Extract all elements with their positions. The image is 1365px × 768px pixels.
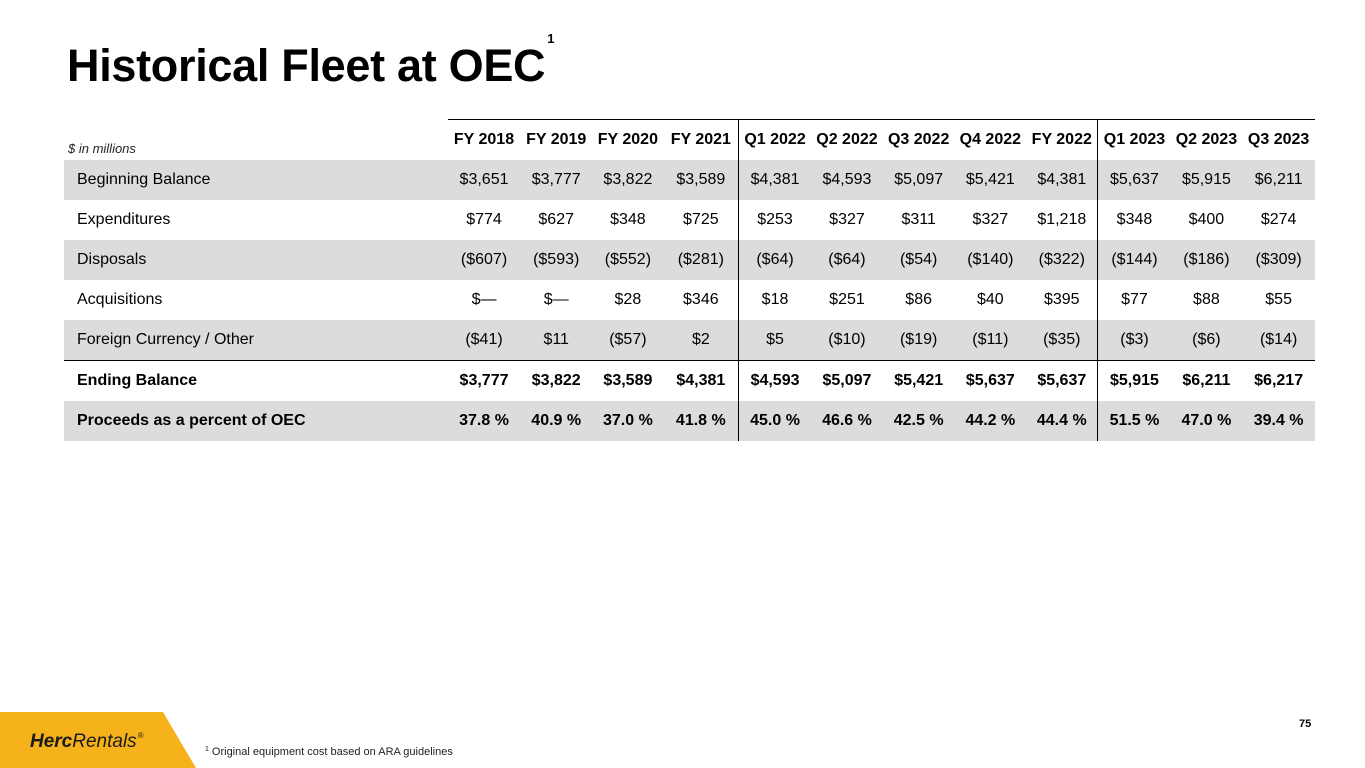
table-cell: 46.6 %: [811, 401, 883, 441]
table-cell: 51.5 %: [1098, 401, 1171, 441]
table-cell: $6,217: [1242, 361, 1315, 402]
table-row: [64, 240, 1315, 280]
column-header: Q3 2022: [883, 120, 955, 161]
table-cell: $3,589: [592, 361, 664, 402]
logo-text-herc: Herc: [30, 731, 73, 752]
table-cell: ($6): [1171, 320, 1243, 361]
table-cell: 37.0 %: [592, 401, 664, 441]
table-cell: $348: [1098, 200, 1171, 240]
table-cell: 47.0 %: [1171, 401, 1243, 441]
logo-registered-mark: ®: [137, 731, 144, 740]
table-cell: ($281): [664, 240, 739, 280]
table-cell: $327: [972, 211, 1009, 228]
table-cell: $28: [614, 291, 642, 308]
footnote: [205, 746, 453, 758]
table-cell: 41.8 %: [664, 401, 739, 441]
footnote-text: Original equipment cost based on ARA guidelines: [211, 746, 453, 758]
table-cell: $40: [976, 291, 1004, 308]
table-cell: ($35): [1026, 320, 1098, 361]
table-cell: $18: [738, 280, 811, 320]
table-cell: ($322): [1026, 240, 1098, 280]
table-cell: 39.4 %: [1242, 401, 1315, 441]
table-cell: 44.4 %: [1026, 401, 1098, 441]
table-cell: $4,381: [1026, 160, 1098, 200]
row-label: Disposals: [64, 240, 448, 280]
table-cell: ($54): [883, 240, 955, 280]
table-row-total: [64, 361, 1315, 402]
table-cell: $627: [538, 211, 574, 228]
column-header: FY 2019: [520, 120, 592, 161]
table-cell: $348: [610, 211, 646, 228]
table-cell: ($144): [1098, 240, 1171, 280]
table-row: [64, 280, 1315, 320]
table-cell: $774: [466, 211, 502, 228]
table-row: [64, 200, 1315, 240]
column-header: Q2 2022: [811, 120, 883, 161]
table-cell: $253: [738, 200, 811, 240]
table-cell: $5,915: [1098, 361, 1171, 402]
table-cell: $55: [1265, 291, 1292, 308]
table-cell: ($607): [448, 240, 521, 280]
table-cell: $6,211: [1242, 160, 1315, 200]
herc-rentals-logo: [30, 731, 144, 753]
table-cell: ($41): [448, 320, 521, 361]
column-header: FY 2021: [664, 120, 739, 161]
table-cell: ($186): [1171, 240, 1243, 280]
table-cell: $5,097: [811, 361, 883, 402]
row-label: Proceeds as a percent of OEC: [64, 401, 448, 441]
row-label: Foreign Currency / Other: [64, 320, 448, 361]
table-cell: $3,822: [520, 361, 592, 402]
units-note: $ in millions: [68, 141, 136, 156]
table-cell: ($140): [955, 240, 1027, 280]
table-cell: $5,637: [1026, 361, 1098, 402]
page-title-text: Historical Fleet at OEC: [67, 40, 546, 91]
table-cell: $3,777: [448, 361, 521, 402]
column-header: FY 2018: [448, 120, 521, 161]
table-cell: $4,593: [738, 361, 811, 402]
table-cell: $346: [683, 291, 719, 308]
table-cell: $—: [543, 291, 569, 308]
column-header: Q2 2023: [1171, 120, 1243, 161]
table-cell: ($19): [883, 320, 955, 361]
table-cell: ($64): [811, 240, 883, 280]
table-cell: $5,421: [883, 361, 955, 402]
table-cell: ($552): [592, 240, 664, 280]
table-cell: $5,097: [883, 160, 955, 200]
table-cell: 45.0 %: [738, 401, 811, 441]
table-cell: $11: [520, 320, 592, 361]
column-header: Q3 2023: [1242, 120, 1315, 161]
table-cell: 44.2 %: [955, 401, 1027, 441]
table-cell: $2: [664, 320, 739, 361]
table-cell: $3,589: [664, 160, 739, 200]
page-title: [67, 31, 555, 92]
table-cell: $3,822: [592, 160, 664, 200]
fleet-table: [64, 119, 1315, 441]
table-cell: $725: [683, 211, 719, 228]
table-cell: ($64): [738, 240, 811, 280]
table-cell: $77: [1098, 280, 1171, 320]
logo-text-rentals: Rentals: [72, 731, 137, 752]
table-cell: $—: [471, 291, 497, 308]
column-header: FY 2022: [1026, 120, 1098, 161]
table-cell: $5,915: [1171, 160, 1243, 200]
header-corner: [64, 120, 448, 161]
table-header-row: [64, 120, 1315, 161]
table-cell: $4,381: [738, 160, 811, 200]
table-cell: $311: [901, 211, 936, 228]
row-label: Ending Balance: [64, 361, 448, 402]
table-cell: 42.5 %: [883, 401, 955, 441]
table-cell: $5,637: [955, 361, 1027, 402]
row-label: Beginning Balance: [64, 160, 448, 200]
table-cell: ($3): [1098, 320, 1171, 361]
table-cell: $400: [1188, 211, 1225, 228]
column-header: Q1 2023: [1098, 120, 1171, 161]
table-row-percent: [64, 401, 1315, 441]
table-cell: $1,218: [1037, 211, 1087, 228]
title-footnote-marker: 1: [547, 31, 555, 46]
row-label: Expenditures: [77, 211, 171, 228]
column-header: FY 2020: [592, 120, 664, 161]
table-cell: ($11): [955, 320, 1027, 361]
table-cell: ($14): [1242, 320, 1315, 361]
table-cell: $274: [1260, 211, 1297, 228]
table-cell: 40.9 %: [520, 401, 592, 441]
column-header: Q1 2022: [738, 120, 811, 161]
table-cell: ($593): [520, 240, 592, 280]
table-cell: $327: [829, 211, 865, 228]
table-cell: ($57): [592, 320, 664, 361]
table-cell: $5,637: [1098, 160, 1171, 200]
table-cell: $3,651: [448, 160, 521, 200]
table-cell: $4,381: [664, 361, 739, 402]
page-number: 75: [1299, 718, 1312, 730]
footnote-marker: 1: [205, 746, 209, 753]
column-header: Q4 2022: [955, 120, 1027, 161]
table-cell: $86: [905, 291, 932, 308]
table-row: [64, 320, 1315, 361]
table-cell: ($10): [811, 320, 883, 361]
table-cell: $251: [829, 291, 865, 308]
table-cell: $395: [1043, 291, 1080, 308]
table-cell: $4,593: [811, 160, 883, 200]
row-label: Acquisitions: [77, 291, 163, 308]
table-cell: 37.8 %: [448, 401, 521, 441]
table-cell: $6,211: [1171, 361, 1243, 402]
table-cell: $88: [1193, 291, 1220, 308]
table-cell: $3,777: [520, 160, 592, 200]
table-row: [64, 160, 1315, 200]
table-cell: $5,421: [955, 160, 1027, 200]
table-cell: $5: [738, 320, 811, 361]
table-cell: ($309): [1242, 240, 1315, 280]
